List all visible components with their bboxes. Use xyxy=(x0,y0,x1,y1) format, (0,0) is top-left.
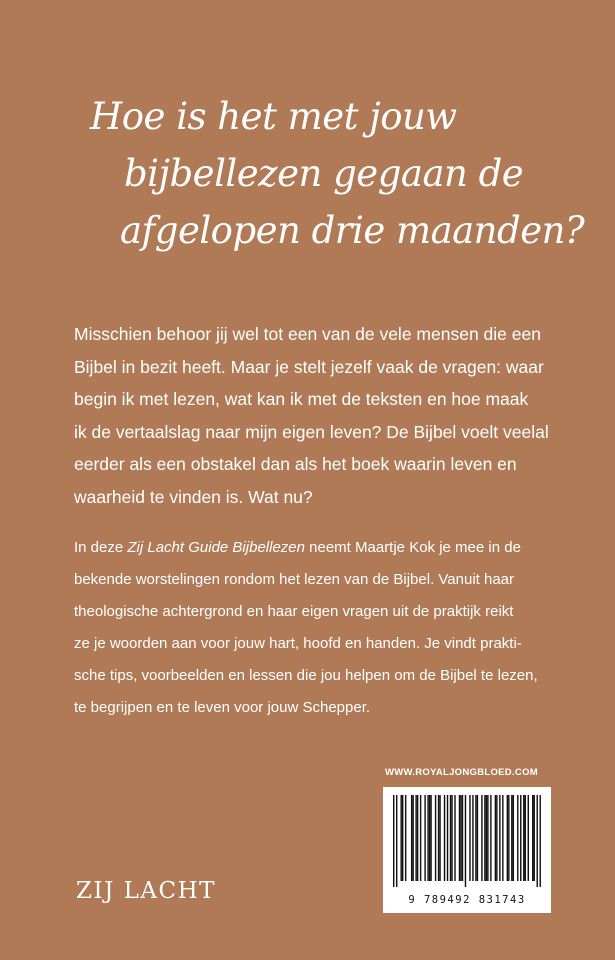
barcode-bar xyxy=(528,795,529,881)
barcode-bar xyxy=(439,795,440,881)
barcode-bar xyxy=(427,795,428,881)
barcode-bar xyxy=(499,795,500,881)
barcode-bar xyxy=(444,795,445,881)
description-line-prefix: In deze xyxy=(74,539,128,556)
barcode-bar xyxy=(412,795,413,881)
barcode-bar xyxy=(487,795,488,881)
barcode-bar xyxy=(469,795,470,881)
headline-line-3: afgelopen drie maanden? xyxy=(120,209,585,252)
barcode-bar xyxy=(537,795,538,887)
description-line: bekende worstelingen rondom het lezen van de Bijbel. Vanuit haar xyxy=(74,571,515,588)
headline-line-1: Hoe is het met jouw xyxy=(90,95,457,138)
barcode-bar xyxy=(415,795,416,881)
barcode-bar xyxy=(502,795,503,881)
barcode-bar xyxy=(525,795,526,881)
barcode-bar xyxy=(496,795,497,881)
description-line: te begrijpen en te leven voor jouw Schepper. xyxy=(74,699,371,716)
barcode-bar xyxy=(490,795,491,881)
intro-line: begin ik met lezen, wat kan ik met de teksten en hoe maak xyxy=(74,389,529,409)
barcode-bar xyxy=(508,795,509,881)
barcode-bar xyxy=(465,795,466,887)
barcode-bar xyxy=(400,795,401,881)
barcode-bar xyxy=(450,795,451,881)
description-line-suffix: neemt Maartje Kok je mee in de xyxy=(304,539,521,556)
barcode-bar xyxy=(454,795,455,881)
barcode-bar xyxy=(459,795,460,881)
headline xyxy=(90,88,585,259)
description-paragraph xyxy=(74,532,554,724)
barcode-bar xyxy=(396,795,397,887)
barcode-bar xyxy=(417,795,418,881)
barcode-bar xyxy=(405,795,406,881)
barcode-bar xyxy=(393,795,394,887)
barcode-bar xyxy=(540,795,541,887)
intro-line: Misschien behoor jij wel tot een van de vele mensen die een xyxy=(74,324,541,344)
description-line xyxy=(74,532,554,564)
barcode-bar xyxy=(477,795,478,881)
isbn-number: 9 789492 831743 xyxy=(408,894,526,906)
barcode-bar xyxy=(462,795,463,881)
book-title: Zij Lacht Guide Bijbellezen xyxy=(127,539,305,556)
intro-paragraph xyxy=(74,318,554,513)
barcode-bar xyxy=(486,795,487,881)
barcode-bar xyxy=(447,795,448,881)
barcode-bar xyxy=(534,795,535,881)
barcode-bar xyxy=(484,795,485,881)
barcode-bar xyxy=(438,795,439,881)
intro-line: waarheid te vinden is. Wat nu? xyxy=(74,486,313,507)
barcode-bar xyxy=(411,795,412,881)
barcode-bar xyxy=(511,795,512,881)
description-line: sche tips, voorbeelden en lessen die jou helpen om de Bijbel te lezen, xyxy=(74,667,538,684)
barcode-bar xyxy=(507,795,508,881)
barcode-bar xyxy=(517,795,518,881)
intro-line: Bijbel in bezit heeft. Maar je stelt jezelf vaak de vragen: waar xyxy=(74,356,544,377)
intro-line: eerder als een obstakel dan als het boek waarin leven en xyxy=(74,454,517,474)
barcode-bar xyxy=(532,795,533,881)
barcode-bar xyxy=(424,795,425,881)
barcode-bar xyxy=(451,795,452,881)
intro-line: ik de vertaalslag naar mijn eigen leven? De Bijbel voelt veelal xyxy=(74,421,549,442)
barcode-bar xyxy=(513,795,514,881)
barcode-bar xyxy=(435,795,436,881)
barcode-bar xyxy=(520,795,521,881)
barcode xyxy=(383,787,551,913)
barcode-bar xyxy=(523,795,524,881)
barcode-bar xyxy=(402,795,403,881)
barcode-bar xyxy=(472,795,473,881)
barcode-bar xyxy=(481,795,482,881)
publisher-website: WWW.ROYALJONGBLOED.COM xyxy=(385,767,538,778)
description-line: ze je woorden aan voor jouw hart, hoofd en handen. Je vindt prakti- xyxy=(74,635,522,652)
barcode-bar xyxy=(460,795,461,881)
barcode-bar xyxy=(429,795,430,881)
brand-logo: ZIJ LACHT xyxy=(76,878,216,904)
barcode-bar xyxy=(495,795,496,881)
barcode-bar xyxy=(430,795,431,881)
barcode-bar xyxy=(420,795,421,881)
barcode-bar xyxy=(475,795,476,881)
barcode-bars xyxy=(393,795,541,887)
headline-line-2: bijbellezen gegaan de xyxy=(124,152,524,195)
description-line: theologische achtergrond en haar eigen vragen uit de praktijk reikt xyxy=(74,603,514,620)
